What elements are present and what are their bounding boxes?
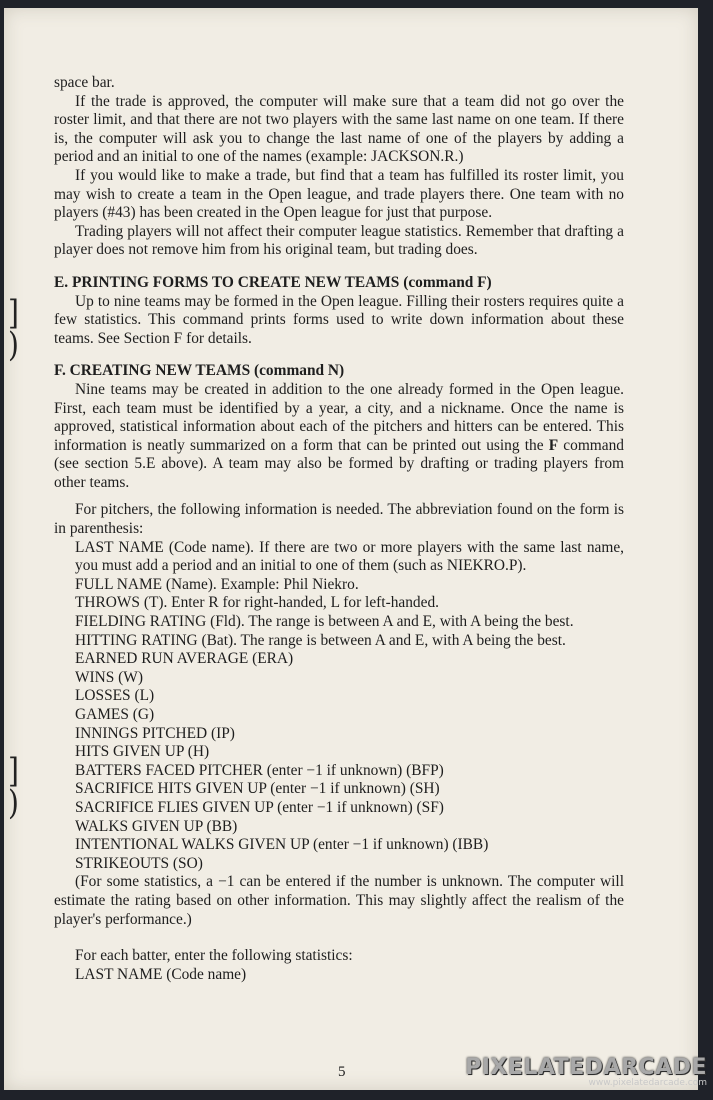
page-content	[54, 74, 624, 984]
watermark-url: www.pixelatedarcade.com	[588, 1078, 707, 1088]
margin-mark: ]	[8, 750, 19, 791]
pitcher-field: INTENTIONAL WALKS GIVEN UP (enter −1 if unknown) (IBB)	[75, 836, 489, 854]
margin-mark: )	[8, 782, 19, 823]
pitcher-field: BATTERS FACED PITCHER (enter −1 if unknown) (BFP)	[75, 761, 444, 779]
document-page	[4, 8, 698, 1090]
paragraph-roster-limit: If you would like to make a trade, but find that a team has fulfilled its roster limit, you may wish to create a team in the Open league, and trade players there. One team with no players (#43) has been created in the Open league for just that purpose.	[54, 166, 624, 222]
pitcher-field-list	[54, 539, 624, 874]
pitcher-field: EARNED RUN AVERAGE (ERA)	[75, 650, 294, 668]
pitcher-field: LAST NAME (Code name). If there are two or more players with the same last name, you must add a period and an initial to one of them (such as NIEKRO.P).	[75, 538, 624, 575]
section-f-heading: F. CREATING NEW TEAMS (command N)	[54, 362, 345, 380]
section-e-body: Up to nine teams may be formed in the Open league. Filling their rosters requires quite a few statistics. This command prints forms used to write down information about these teams. See Section F for details.	[54, 292, 624, 347]
section-e-heading: E. PRINTING FORMS TO CREATE NEW TEAMS (command F)	[54, 273, 492, 291]
pitcher-field: GAMES (G)	[75, 706, 155, 723]
pitcher-field: HITS GIVEN UP (H)	[75, 743, 210, 761]
paragraph-trade-approved: If the trade is approved, the computer will make sure that a team did not go over the roster limit, and that there are not two players with the same last name on one team. If there is, the computer will ask you to change the last name of one of the players by adding a period and an initial to one of the names (example: JACKSON.R.)	[54, 92, 624, 166]
command-letter: F	[548, 436, 559, 454]
pitcher-field: FIELDING RATING (Fld). The range is between A and E, with A being the best.	[75, 613, 574, 631]
margin-mark: ]	[8, 292, 19, 333]
batters-intro: For each batter, enter the following statistics:	[75, 947, 353, 965]
section-f-body: Nine teams may be created in addition to the one already formed in the Open league. First, each team must be identified by a year, a city, and a nickname. Once the name is approved, statistical information about each of the pitchers and hitters can be entered. This information is neatly summarized on a form that can be printed out using the F command (see section 5.E above). A team may also be formed by drafting or trading players from other teams.	[54, 380, 624, 491]
site-watermark	[465, 1055, 707, 1088]
pitcher-field: WINS (W)	[75, 668, 143, 686]
pitcher-field: FULL NAME (Name). Example: Phil Niekro.	[75, 575, 359, 593]
pitcher-field: LOSSES (L)	[75, 687, 155, 705]
paragraph-continued: space bar.	[54, 74, 115, 91]
pitcher-field: HITTING RATING (Bat). The range is between A and E, with A being the best.	[75, 631, 566, 649]
pitcher-field: STRIKEOUTS (SO)	[75, 854, 203, 872]
margin-mark: )	[8, 324, 19, 365]
batter-field: LAST NAME (Code name)	[75, 965, 247, 983]
page-number: 5	[338, 1064, 346, 1080]
pitcher-field: INNINGS PITCHED (IP)	[75, 724, 235, 742]
pitcher-field: SACRIFICE HITS GIVEN UP (enter −1 if unknown) (SH)	[75, 780, 440, 798]
pitcher-field: THROWS (T). Enter R for right-handed, L for left-handed.	[75, 594, 439, 612]
unknown-note: (For some statistics, a −1 can be entered if the number is unknown. The computer will estimate the rating based on other information. This may slightly affect the realism of the player's performance.)	[54, 873, 624, 928]
paragraph-trading-stats: Trading players will not affect their computer league statistics. Remember that drafting a player does not remove him from his original team, but trading does.	[54, 222, 624, 259]
pitchers-intro: For pitchers, the following information is needed. The abbreviation found on the form is in parenthesis:	[54, 501, 624, 538]
watermark-title: PIXELATEDARCADE	[465, 1055, 707, 1080]
pitcher-field: WALKS GIVEN UP (BB)	[75, 817, 238, 835]
pitcher-field: SACRIFICE FLIES GIVEN UP (enter −1 if unknown) (SF)	[75, 798, 444, 816]
